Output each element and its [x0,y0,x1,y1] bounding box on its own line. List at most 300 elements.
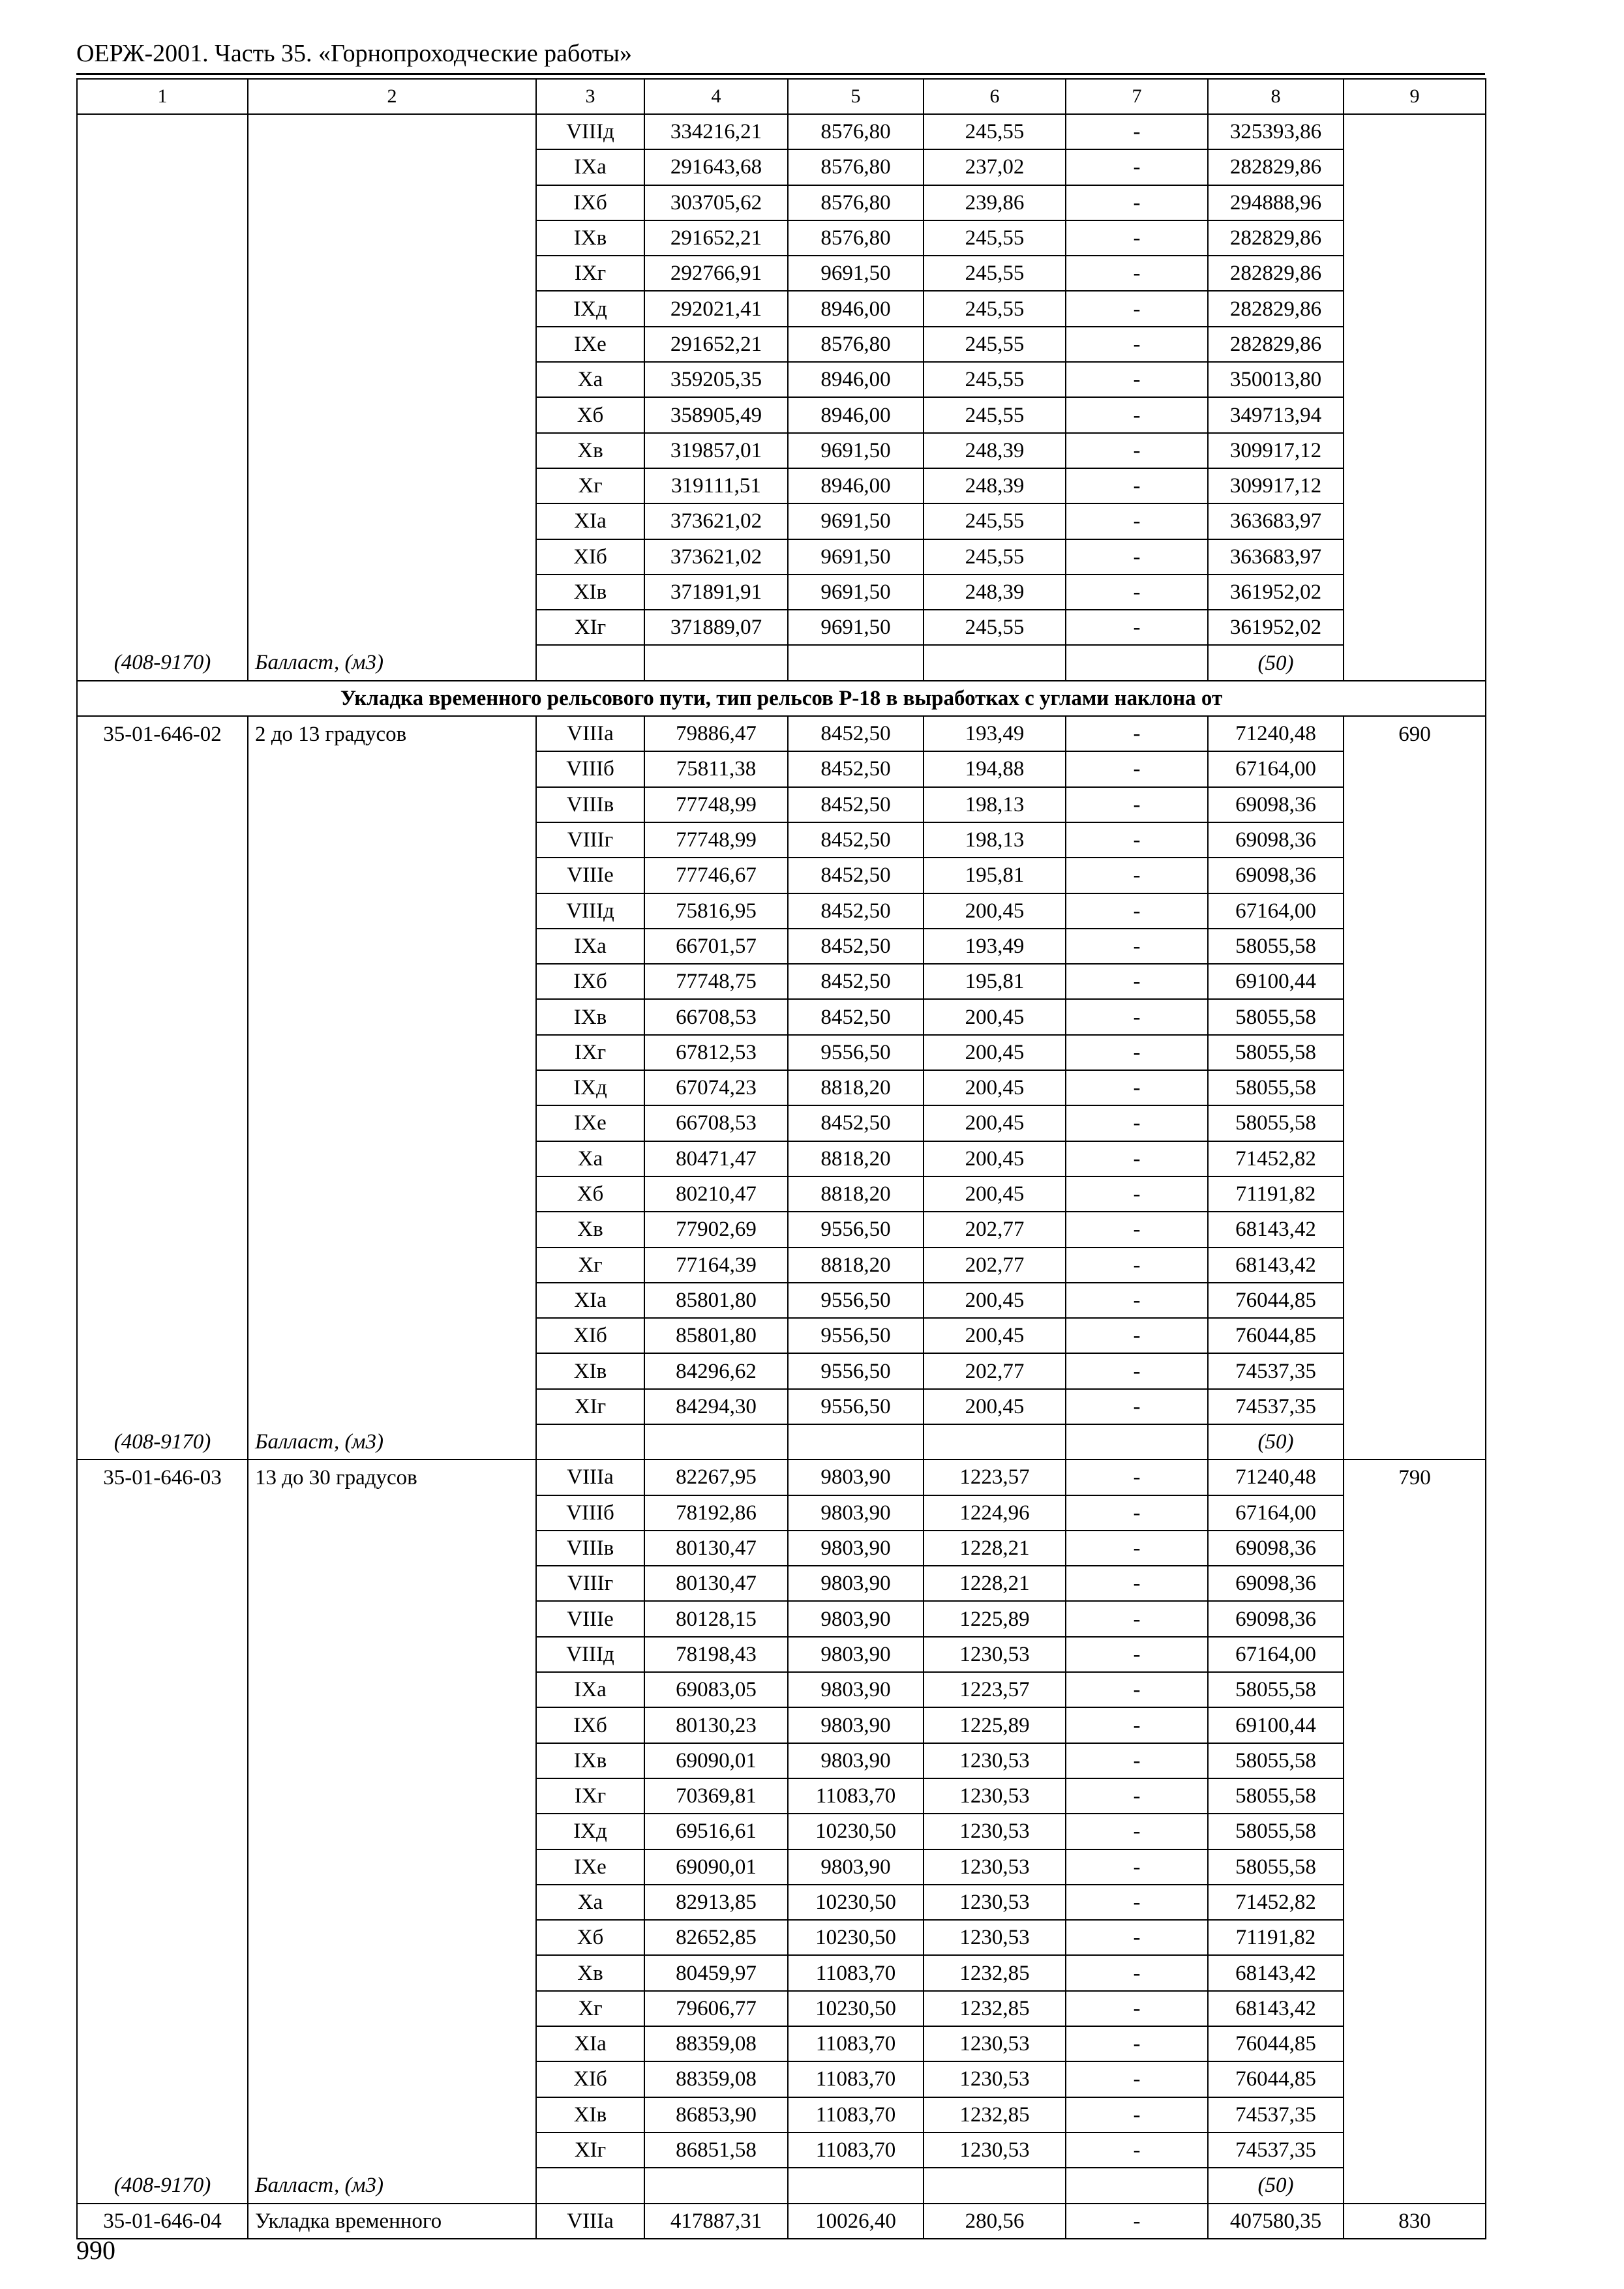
cell-col-3: XIа [536,1283,644,1318]
cell-col-5: 8452,50 [788,787,924,822]
section-heading: Укладка временного рельсового пути, тип рельсов Р-18 в выработках с углами наклона от [77,681,1486,716]
cell-name [248,1212,536,1247]
cell-name [248,185,536,220]
table-row [77,1743,1486,1778]
cell-col-3: IXб [536,964,644,999]
cell-code [77,787,248,822]
cell-col-9 [1344,1248,1486,1283]
cell-col-5: 9691,50 [788,575,924,610]
cell-col-7: - [1066,468,1208,503]
cell-code [77,1212,248,1247]
cell-col-6: 200,45 [924,1141,1066,1176]
cell-col-4: 82652,85 [644,1920,788,1955]
cell-name [248,1566,536,1601]
cell-col-4: 88359,08 [644,2026,788,2061]
cell-name [248,1920,536,1955]
cell-col-4: 86853,90 [644,2097,788,2132]
cell-col-4: 66708,53 [644,1105,788,1141]
cell-col-5: 9691,50 [788,433,924,468]
cell-code [77,1566,248,1601]
cell-col-9 [1344,291,1486,326]
cell-code [77,433,248,468]
cell-col-9 [1344,929,1486,964]
cell-name [248,468,536,503]
cell-col-7: - [1066,433,1208,468]
cell-name: 2 до 13 градусов [248,716,536,751]
cell-col-8: 58055,58 [1208,1035,1344,1070]
cell-col-3: VIIIд [536,1637,644,1672]
cell-col-6: 237,02 [924,149,1066,185]
cell-col-8: 58055,58 [1208,999,1344,1034]
cell-col-4: 80471,47 [644,1141,788,1176]
cell-name [248,1283,536,1318]
cell-col-9 [1344,1176,1486,1212]
table-row [77,1885,1486,1920]
cell-name [248,1070,536,1105]
cell-col-4: 80130,47 [644,1566,788,1601]
table-row [77,929,1486,964]
cell-col-9 [1344,610,1486,645]
cell-name [248,1495,536,1531]
cell-col-3: VIIIд [536,114,644,149]
cell-col-5: 9691,50 [788,610,924,645]
cell-col-6: 194,88 [924,751,1066,786]
cell-col-8: 282829,86 [1208,291,1344,326]
cell-col-5: 8452,50 [788,893,924,929]
cell-col-5: 11083,70 [788,1955,924,1990]
cell-col-8: 361952,02 [1208,610,1344,645]
cell-col-4: 69090,01 [644,1743,788,1778]
cell-name [248,1389,536,1424]
cell-col-3 [536,645,644,680]
cell-code [77,1743,248,1778]
cell-col-5: 10230,50 [788,1991,924,2026]
cell-code [77,327,248,362]
cell-name [248,929,536,964]
cell-col-7: - [1066,1955,1208,1990]
cell-col-4: 359205,35 [644,362,788,397]
cell-name [248,1318,536,1353]
cell-col-4: 77902,69 [644,1212,788,1247]
cell-col-7: - [1066,1105,1208,1141]
cell-col-8: 67164,00 [1208,1637,1344,1672]
cell-col-9 [1344,2026,1486,2061]
cell-col-6: 198,13 [924,787,1066,822]
cell-col-5: 8576,80 [788,327,924,362]
cell-name [248,1105,536,1141]
cell-col-5: 8818,20 [788,1070,924,1105]
table-row [77,716,1486,751]
cell-code [77,1035,248,1070]
cell-name [248,575,536,610]
cell-col-6: 1228,21 [924,1566,1066,1601]
cell-col-6: 1228,21 [924,1531,1066,1566]
cell-col-8: 68143,42 [1208,1212,1344,1247]
cell-col-7: - [1066,256,1208,291]
cell-col-5: 9803,90 [788,1495,924,1531]
cell-code [77,1531,248,1566]
cell-name [248,1176,536,1212]
cell-name [248,1141,536,1176]
table-row [77,787,1486,822]
cell-col-4: 79886,47 [644,716,788,751]
table-row [77,362,1486,397]
table-row [77,539,1486,575]
cell-col-5: 8452,50 [788,999,924,1034]
cell-col-3: IXа [536,1672,644,1707]
cell-col-5: 11083,70 [788,1778,924,1814]
cell-col-5: 11083,70 [788,2061,924,2097]
cell-col-5: 8576,80 [788,220,924,256]
cell-col-6: 245,55 [924,327,1066,362]
cell-col-7: - [1066,114,1208,149]
cell-col-8: 71191,82 [1208,1176,1344,1212]
table-row [77,575,1486,610]
cell-col-9 [1344,2097,1486,2132]
cell-col-4: 417887,31 [644,2204,788,2239]
table-row [77,1672,1486,1707]
table-row [77,1778,1486,1814]
cell-col-9 [1344,397,1486,432]
cell-name [248,964,536,999]
cell-name [248,2097,536,2132]
cell-col-3: Xб [536,1920,644,1955]
cell-col-3: XIв [536,1353,644,1388]
cell-col-3: IXе [536,1849,644,1885]
cell-col-5: 8452,50 [788,822,924,858]
cell-col-8: 309917,12 [1208,468,1344,503]
cell-name [248,2132,536,2168]
cell-code [77,2132,248,2168]
cell-name [248,1531,536,1566]
cell-col-4: 371889,07 [644,610,788,645]
cell-col-9 [1344,1212,1486,1247]
cell-col-4: 78198,43 [644,1637,788,1672]
cell-col-4: 373621,02 [644,539,788,575]
cell-col-9 [1344,1035,1486,1070]
cell-col-9 [1344,1991,1486,2026]
ballast-name: Балласт, (м3) [248,1424,536,1459]
cell-col-4: 292021,41 [644,291,788,326]
table-row [77,1849,1486,1885]
cell-col-7: - [1066,327,1208,362]
cell-col-5: 8452,50 [788,858,924,893]
cell-col-9: 790 [1344,1459,1486,1495]
cell-col-4: 334216,21 [644,114,788,149]
cell-col-4: 77748,99 [644,822,788,858]
cell-col-7: - [1066,1991,1208,2026]
ballast-value: (50) [1208,2168,1344,2203]
column-number-9: 9 [1344,79,1486,114]
cell-col-8: 74537,35 [1208,1353,1344,1388]
cell-col-4: 75811,38 [644,751,788,786]
cell-col-3: Xб [536,1176,644,1212]
column-number-row [77,79,1486,114]
cell-col-5 [788,1424,924,1459]
cell-col-7: - [1066,2026,1208,2061]
cell-col-9 [1344,575,1486,610]
table-row [77,2204,1486,2239]
table-row [77,999,1486,1034]
cell-col-7: - [1066,1389,1208,1424]
cell-code [77,1920,248,1955]
cell-col-9 [1344,1637,1486,1672]
ballast-code: (408-9170) [77,1424,248,1459]
cell-code [77,1707,248,1743]
cell-col-9 [1344,185,1486,220]
cell-col-9: 690 [1344,716,1486,751]
cell-col-7: - [1066,1459,1208,1495]
cell-col-7: - [1066,1283,1208,1318]
cell-col-5: 9556,50 [788,1389,924,1424]
cell-col-9 [1344,1601,1486,1636]
cell-col-7 [1066,2168,1208,2203]
cell-code [77,362,248,397]
cell-col-6: 1225,89 [924,1601,1066,1636]
cell-col-8: 69098,36 [1208,787,1344,822]
cell-col-3: IXа [536,929,644,964]
cell-name [248,149,536,185]
cell-col-4: 80459,97 [644,1955,788,1990]
table-row [77,1141,1486,1176]
table-row [77,1955,1486,1990]
cell-col-9 [1344,1424,1486,1459]
cell-col-8: 58055,58 [1208,929,1344,964]
cell-code [77,2061,248,2097]
cell-code [77,893,248,929]
cell-col-8: 71240,48 [1208,716,1344,751]
cell-col-6: 193,49 [924,716,1066,751]
table-row [77,858,1486,893]
cell-code [77,220,248,256]
cell-col-9 [1344,1743,1486,1778]
cell-code [77,751,248,786]
header-rule [76,73,1485,75]
cell-col-6 [924,1424,1066,1459]
cell-code [77,149,248,185]
cell-col-9 [1344,1814,1486,1849]
cell-col-3: XIб [536,539,644,575]
cell-col-9 [1344,1849,1486,1885]
cell-col-8: 282829,86 [1208,256,1344,291]
cell-col-6: 200,45 [924,999,1066,1034]
cell-col-3: XIб [536,2061,644,2097]
cell-col-6: 1224,96 [924,1495,1066,1531]
cell-col-8: 282829,86 [1208,149,1344,185]
cell-code [77,610,248,645]
cell-col-6: 245,55 [924,610,1066,645]
cell-name [248,1601,536,1636]
cell-col-6: 280,56 [924,2204,1066,2239]
cell-col-6 [924,2168,1066,2203]
cell-col-7: - [1066,1495,1208,1531]
cell-col-6: 200,45 [924,1389,1066,1424]
cell-col-5: 8452,50 [788,964,924,999]
cell-col-5: 9556,50 [788,1353,924,1388]
table-row [77,2026,1486,2061]
cell-col-5: 8452,50 [788,751,924,786]
cell-code [77,1991,248,2026]
cell-col-9 [1344,1495,1486,1531]
cell-code [77,1105,248,1141]
cell-col-6: 245,55 [924,256,1066,291]
cell-col-3: Xб [536,397,644,432]
cell-col-7: - [1066,149,1208,185]
cell-code [77,1778,248,1814]
cell-name [248,114,536,149]
cell-col-7: - [1066,1318,1208,1353]
cell-col-3: IXв [536,220,644,256]
column-number-3: 3 [536,79,644,114]
cell-col-5: 11083,70 [788,2132,924,2168]
cell-col-7: - [1066,1920,1208,1955]
cell-col-4: 292766,91 [644,256,788,291]
table-row [77,2061,1486,2097]
cell-col-5 [788,645,924,680]
cell-col-6: 1232,85 [924,1955,1066,1990]
cell-col-7: - [1066,610,1208,645]
cell-col-3: IXг [536,1778,644,1814]
page-number: 990 [76,2236,115,2265]
cell-col-4: 86851,58 [644,2132,788,2168]
cell-col-3: IXб [536,1707,644,1743]
cell-col-3: IXг [536,256,644,291]
cell-col-9 [1344,893,1486,929]
cell-name [248,1849,536,1885]
cell-col-6: 245,55 [924,397,1066,432]
cell-name [248,1778,536,1814]
cell-col-3: VIIIв [536,787,644,822]
cell-col-3: IXе [536,1105,644,1141]
cell-col-4: 88359,08 [644,2061,788,2097]
table-row [77,2097,1486,2132]
cell-col-7: - [1066,575,1208,610]
cell-col-5: 9691,50 [788,539,924,575]
cell-col-6: 248,39 [924,575,1066,610]
cell-col-6: 200,45 [924,893,1066,929]
cell-col-8: 361952,02 [1208,575,1344,610]
cell-col-3: VIIIе [536,858,644,893]
cell-col-3: IXг [536,1035,644,1070]
cell-col-5: 10230,50 [788,1885,924,1920]
cell-col-4: 319857,01 [644,433,788,468]
cell-code [77,539,248,575]
cell-col-5: 9691,50 [788,256,924,291]
cell-code [77,1637,248,1672]
cell-name [248,433,536,468]
cell-col-4: 358905,49 [644,397,788,432]
cell-col-6: 195,81 [924,964,1066,999]
cell-col-9 [1344,468,1486,503]
cell-col-4: 373621,02 [644,503,788,539]
cell-col-8: 309917,12 [1208,433,1344,468]
cell-col-3 [536,2168,644,2203]
cell-code [77,185,248,220]
cell-col-4: 80130,23 [644,1707,788,1743]
cell-col-3: Xв [536,433,644,468]
cell-col-8: 58055,58 [1208,1778,1344,1814]
cell-col-4: 371891,91 [644,575,788,610]
cell-col-7: - [1066,1601,1208,1636]
cell-name [248,256,536,291]
section-heading-row [77,681,1486,716]
cell-code [77,1318,248,1353]
cell-col-7: - [1066,220,1208,256]
cell-col-3: VIIIа [536,716,644,751]
cell-col-9 [1344,1353,1486,1388]
cell-col-4: 84294,30 [644,1389,788,1424]
cell-col-3: VIIIб [536,1495,644,1531]
cell-col-7: - [1066,185,1208,220]
cell-col-9 [1344,1778,1486,1814]
cell-col-7: - [1066,964,1208,999]
cell-name [248,503,536,539]
cell-col-5: 8946,00 [788,397,924,432]
cell-col-5: 9803,90 [788,1707,924,1743]
cell-col-4: 77748,99 [644,787,788,822]
cell-name [248,1743,536,1778]
cell-col-6: 193,49 [924,929,1066,964]
cell-col-6: 239,86 [924,185,1066,220]
cell-col-7: - [1066,362,1208,397]
table-row [77,256,1486,291]
cell-col-4: 80128,15 [644,1601,788,1636]
cell-col-9 [1344,1389,1486,1424]
table-row [77,291,1486,326]
cell-col-6: 195,81 [924,858,1066,893]
cell-col-7: - [1066,539,1208,575]
cell-col-5: 9556,50 [788,1318,924,1353]
cell-name [248,787,536,822]
table-row [77,503,1486,539]
cell-col-4: 69516,61 [644,1814,788,1849]
cell-col-7: - [1066,1707,1208,1743]
cell-col-3: XIг [536,610,644,645]
cell-col-8: 74537,35 [1208,1389,1344,1424]
cell-col-6: 245,55 [924,291,1066,326]
cell-col-9 [1344,1672,1486,1707]
cell-col-8: 76044,85 [1208,2026,1344,2061]
cell-col-5: 9803,90 [788,1566,924,1601]
cell-col-6 [924,645,1066,680]
cell-col-5: 9803,90 [788,1459,924,1495]
cell-col-5: 10230,50 [788,1920,924,1955]
cell-code [77,1141,248,1176]
cell-col-9 [1344,787,1486,822]
cell-col-6: 245,55 [924,362,1066,397]
table-row [77,1212,1486,1247]
cell-name [248,1637,536,1672]
cell-col-3: IXв [536,999,644,1034]
cell-name [248,291,536,326]
cell-col-8: 76044,85 [1208,1318,1344,1353]
cell-col-8: 58055,58 [1208,1672,1344,1707]
cell-code [77,1601,248,1636]
table-row [77,468,1486,503]
cell-col-6: 1230,53 [924,2132,1066,2168]
cell-col-8: 69098,36 [1208,822,1344,858]
cell-col-9 [1344,1531,1486,1566]
cell-col-4: 77746,67 [644,858,788,893]
table-row [77,1105,1486,1141]
cell-col-3: XIб [536,1318,644,1353]
table-row [77,1353,1486,1388]
cell-name [248,539,536,575]
cell-col-9 [1344,822,1486,858]
ballast-name: Балласт, (м3) [248,645,536,680]
cell-col-6: 198,13 [924,822,1066,858]
cell-col-7: - [1066,1035,1208,1070]
